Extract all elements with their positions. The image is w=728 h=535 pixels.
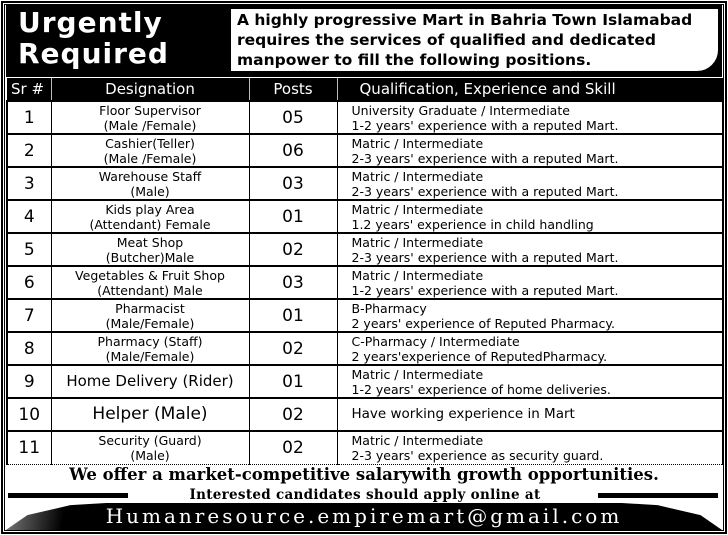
- cell-posts: 02: [249, 398, 337, 431]
- qualification-line: 1-2 years' experience of home deliveries.: [351, 381, 611, 397]
- qualification-line: 1-2 years' experience with a reputed Mart.: [351, 282, 619, 298]
- cell-sr: 3: [7, 167, 51, 200]
- cell-sr: 6: [7, 266, 51, 299]
- qualification-line: Matric / Intermediate: [351, 234, 484, 250]
- cell-posts: 01: [249, 299, 337, 332]
- cell-designation: [51, 134, 249, 167]
- cell-posts: 02: [249, 431, 337, 464]
- cell-sr: 11: [7, 431, 51, 464]
- cell-designation: [51, 200, 249, 233]
- apply-instruction: Interested candidates should apply online at: [189, 487, 541, 503]
- designation-line: (Attendant) Female: [89, 216, 211, 232]
- cell-designation: [51, 431, 249, 464]
- cell-posts: 03: [249, 266, 337, 299]
- designation-line: (Male/Female): [105, 348, 195, 364]
- qualification-line: Matric / Intermediate: [351, 366, 484, 382]
- cell-designation: [51, 101, 249, 134]
- header-banner: [6, 5, 722, 77]
- cell-qualification: [337, 200, 723, 233]
- positions-table: [6, 78, 724, 465]
- headline: [18, 7, 228, 69]
- designation-line: (Male): [130, 183, 170, 199]
- qualification-line: 1-2 years' experience with a reputed Mart.: [351, 117, 619, 133]
- designation-line: Kids play Area: [105, 201, 195, 217]
- cell-qualification: [337, 332, 723, 365]
- cell-designation: [51, 398, 249, 431]
- qualification-line: 1.2 years' experience in child handling: [351, 216, 594, 232]
- qualification-line: 2 years'experience of ReputedPharmacy.: [351, 348, 608, 364]
- table-row: [7, 167, 723, 200]
- designation-line: Floor Supervisor: [99, 102, 201, 118]
- table-row: [7, 200, 723, 233]
- cell-posts: 03: [249, 167, 337, 200]
- cell-posts: 01: [249, 365, 337, 398]
- cell-qualification: [337, 365, 723, 398]
- table-header-row: [7, 78, 723, 101]
- cell-sr: 1: [7, 101, 51, 134]
- cell-sr: 5: [7, 233, 51, 266]
- decorative-rule-left: [8, 493, 128, 498]
- table-row: [7, 266, 723, 299]
- table-row: [7, 101, 723, 134]
- designation-line: Helper (Male): [92, 404, 208, 424]
- qualification-line: 2-3 years' experience as security guard.: [351, 447, 604, 463]
- cell-designation: [51, 299, 249, 332]
- header-qualification: Qualification, Experience and Skill: [337, 78, 723, 101]
- cell-qualification: [337, 431, 723, 464]
- cell-qualification: [337, 101, 723, 134]
- qualification-line: Have working experience in Mart: [351, 406, 575, 422]
- designation-line: (Male /Female): [103, 117, 197, 133]
- designation-line: Vegetables & Fruit Shop: [75, 267, 225, 283]
- headline-line-1: Urgently: [18, 6, 163, 39]
- designation-line: (Attendant) Male: [97, 282, 203, 298]
- designation-line: (Male/Female): [105, 315, 195, 331]
- qualification-line: C-Pharmacy / Intermediate: [351, 333, 520, 349]
- cell-posts: 05: [249, 101, 337, 134]
- designation-line: Cashier(Teller): [105, 135, 195, 151]
- qualification-line: Matric / Intermediate: [351, 432, 484, 448]
- header-sr: Sr #: [7, 78, 51, 101]
- table-row: [7, 332, 723, 365]
- qualification-line: 2-3 years' experience with a reputed Mart.: [351, 150, 619, 166]
- header-designation: Designation: [51, 78, 249, 101]
- qualification-line: Matric / Intermediate: [351, 135, 484, 151]
- cell-qualification: [337, 233, 723, 266]
- designation-line: (Male): [130, 447, 170, 463]
- cell-posts: 01: [249, 200, 337, 233]
- cell-designation: [51, 167, 249, 200]
- qualification-line: University Graduate / Intermediate: [351, 102, 570, 118]
- cell-designation: [51, 365, 249, 398]
- cell-qualification: [337, 167, 723, 200]
- designation-line: Pharmacist: [115, 300, 185, 316]
- intro-line-3: manpower to fill the following positions.: [237, 51, 592, 69]
- table-row: [7, 398, 723, 431]
- qualification-line: Matric / Intermediate: [351, 267, 484, 283]
- cell-posts: 02: [249, 233, 337, 266]
- qualification-line: 2-3 years' experience with a reputed Mart.: [351, 249, 619, 265]
- cell-designation: [51, 266, 249, 299]
- table-row: [7, 134, 723, 167]
- email-link[interactable]: Humanresource.empiremart@gmail.com: [105, 504, 623, 528]
- intro-line-1: A highly progressive Mart in Bahria Town Islamabad: [237, 11, 693, 29]
- decorative-rule-right: [598, 493, 718, 498]
- cell-qualification: [337, 266, 723, 299]
- cell-sr: 10: [7, 398, 51, 431]
- intro-box: [230, 8, 719, 72]
- intro-line-2: requires the services of qualified and dedicated: [237, 31, 657, 49]
- cell-posts: 02: [249, 332, 337, 365]
- designation-line: Security (Guard): [98, 432, 202, 448]
- cell-sr: 4: [7, 200, 51, 233]
- cell-sr: 9: [7, 365, 51, 398]
- designation-line: Warehouse Staff: [98, 168, 202, 184]
- cell-sr: 2: [7, 134, 51, 167]
- cell-qualification: [337, 299, 723, 332]
- cell-posts: 06: [249, 134, 337, 167]
- designation-line: Meat Shop: [116, 234, 184, 250]
- cell-designation: [51, 332, 249, 365]
- cell-designation: [51, 233, 249, 266]
- cell-qualification: [337, 134, 723, 167]
- qualification-line: B-Pharmacy: [351, 300, 427, 316]
- offer-statement: We offer a market-competitive salarywith growth opportunities.: [69, 465, 659, 484]
- headline-line-2: Required: [18, 37, 169, 70]
- qualification-line: 2-3 years' experience with a reputed Mart.: [351, 183, 619, 199]
- table-row: [7, 365, 723, 398]
- cell-sr: 8: [7, 332, 51, 365]
- designation-line: (Male /Female): [103, 150, 197, 166]
- cell-qualification: [337, 398, 723, 431]
- qualification-line: Matric / Intermediate: [351, 168, 484, 184]
- designation-line: (Butcher)Male: [105, 249, 195, 265]
- designation-line: Pharmacy (Staff): [97, 333, 203, 349]
- header-posts: Posts: [249, 78, 337, 101]
- apply-row: [6, 487, 722, 503]
- qualification-line: Matric / Intermediate: [351, 201, 484, 217]
- table-row: [7, 431, 723, 464]
- cell-sr: 7: [7, 299, 51, 332]
- table-row: [7, 233, 723, 266]
- qualification-line: 2 years' experience of Reputed Pharmacy.: [351, 315, 616, 331]
- table-row: [7, 299, 723, 332]
- designation-line: Home Delivery (Rider): [66, 372, 234, 390]
